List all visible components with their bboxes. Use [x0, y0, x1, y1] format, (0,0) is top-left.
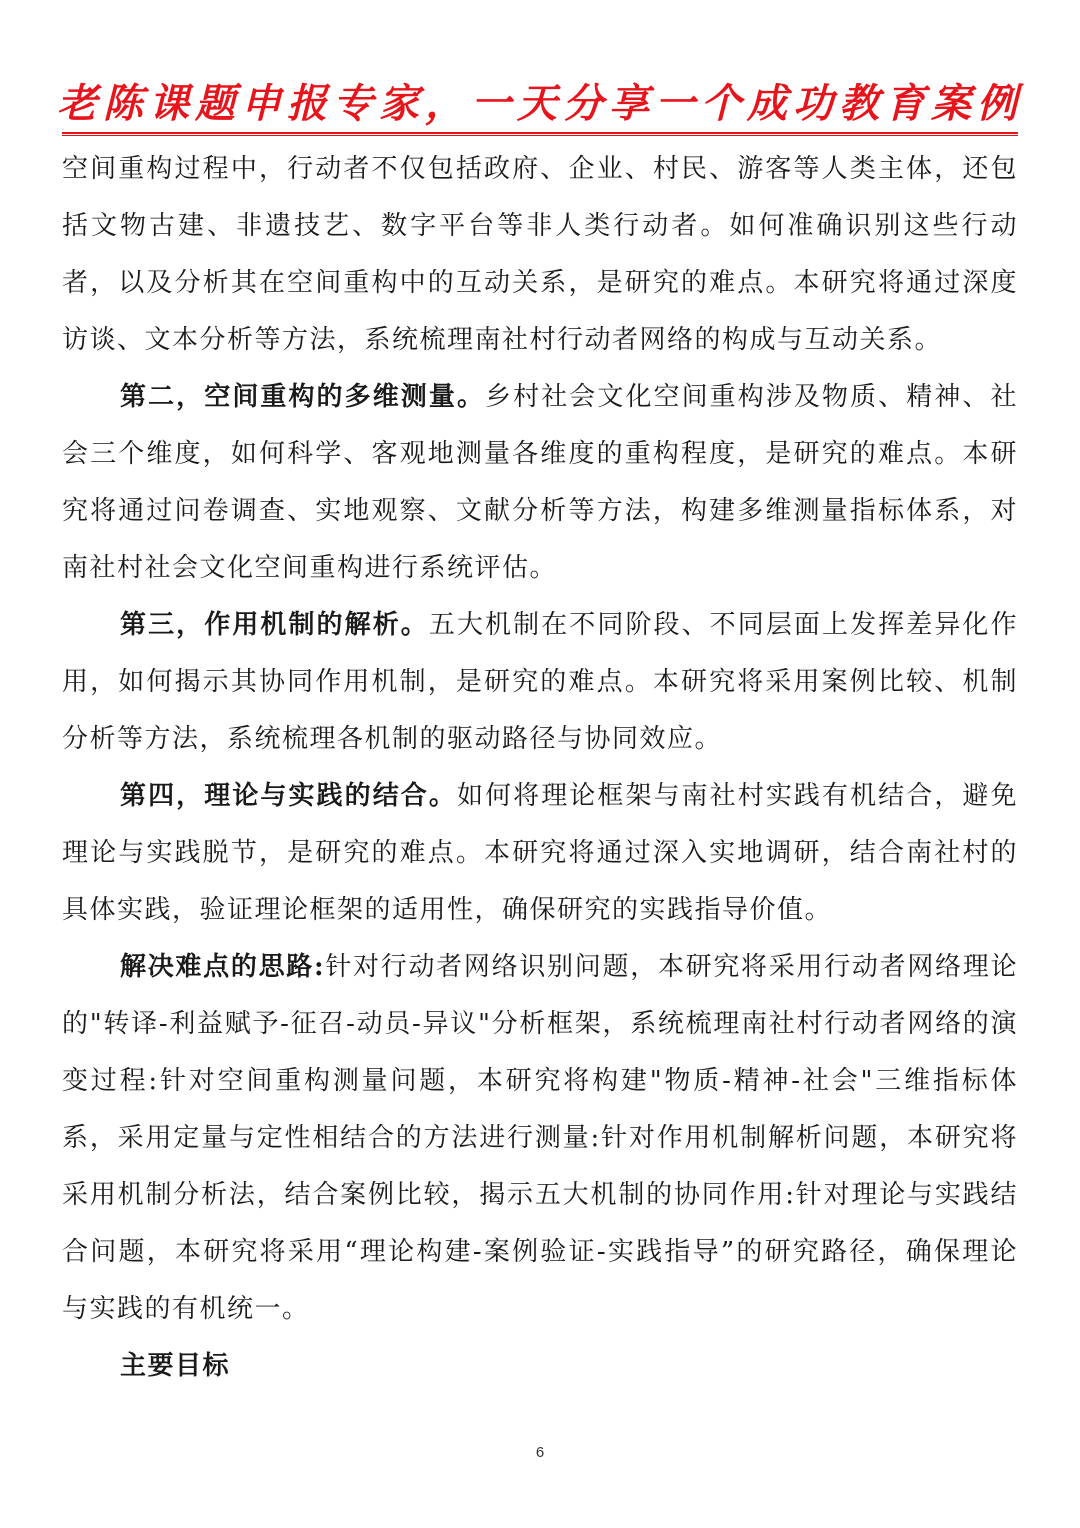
- paragraph-4-lead: 第四，理论与实践的结合。: [120, 781, 457, 811]
- header-divider: [62, 132, 1018, 136]
- paragraph-2-lead: 第二，空间重构的多维测量。: [120, 382, 486, 412]
- paragraph-5-text: 针对行动者网络识别问题，本研究将采用行动者网络理论的"转译-利益赋予-征召-动员-异议"分析框架，系统梳理南社村行动者网络的演变过程:针对空间重构测量问题，本研究将构建"物质-精神-社会"三维指标体系，采用定量与定性相结合的方法进行测量:针对作用机制解析问题，本研究将采用机制分析法，结合案例比较，揭示五大机制的协同作用:针对理论与实践结合问题，本研究将采用“理论构建-案例验证-实践指导”的研究路径，确保理论与实践的有机统一。: [62, 952, 1018, 1324]
- page-header-title: 老陈课题申报专家，一天分享一个成功教育案例: [57, 80, 1023, 127]
- paragraph-4-text: 如何将理论框架与南社村实践有机结合，避免理论与实践脱节，是研究的难点。本研究将通过深入实地调研，结合南社村的具体实践，验证理论框架的适用性，确保研究的实践指导价值。: [62, 781, 1018, 925]
- paragraph-4: [62, 768, 1018, 939]
- paragraph-3: [62, 597, 1018, 768]
- paragraph-2-text: 乡村社会文化空间重构涉及物质、精神、社会三个维度，如何科学、客观地测量各维度的重构程度，是研究的难点。本研究将通过问卷调查、实地观察、文献分析等方法，构建多维测量指标体系，对南社村社会文化空间重构进行系统评估。: [62, 382, 1018, 583]
- paragraph-5: [62, 939, 1018, 1338]
- paragraph-2: [62, 369, 1018, 597]
- paragraph-1-text: 空间重构过程中，行动者不仅包括政府、企业、村民、游客等人类主体，还包括文物古建、非遗技艺、数字平台等非人类行动者。如何准确识别这些行动者，以及分析其在空间重构中的互动关系，是研究的难点。本研究将通过深度访谈、文本分析等方法，系统梳理南社村行动者网络的构成与互动关系。: [62, 154, 1018, 355]
- page-number: 6: [535, 1444, 545, 1461]
- section-heading: 主要目标: [120, 1351, 231, 1381]
- paragraph-3-lead: 第三，作用机制的解析。: [120, 610, 429, 640]
- document-body: [62, 141, 1018, 1395]
- paragraph-3-text: 五大机制在不同阶段、不同层面上发挥差异化作用，如何揭示其协同作用机制，是研究的难点。本研究将采用案例比较、机制分析等方法，系统梳理各机制的驱动路径与协同效应。: [62, 610, 1018, 754]
- paragraph-5-lead: 解决难点的思路:: [120, 952, 326, 982]
- paragraph-1: [62, 141, 1018, 369]
